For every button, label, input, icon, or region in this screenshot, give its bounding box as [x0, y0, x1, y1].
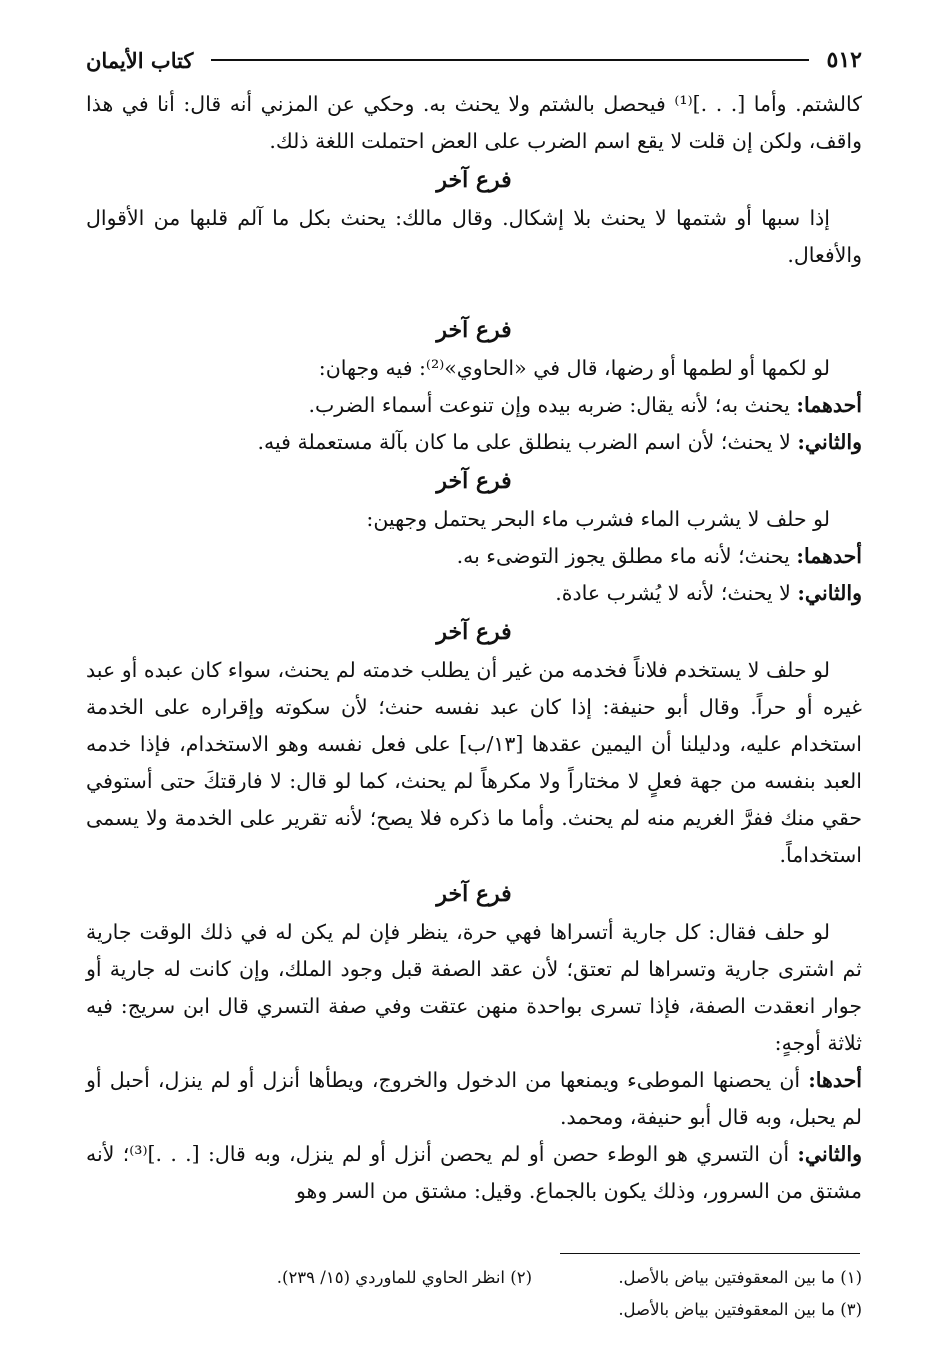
spacer [86, 274, 862, 310]
paragraph-2: إذا سبها أو شتمها لا يحنث بلا إشكال. وقال مالك: يحنث بكل ما آلم قلبها من الأقوال والأفعال. [86, 206, 862, 267]
paragraph-6: لو حلف فقال: كل جارية أتسراها فهي حرة، ينظر فإن لم يكن له في ذلك الوقت جارية ثم اشترى جارية وتسراها لم تعتق؛ لأن عقد الصفة قبل وجود الملك، وإن كانت له جارية أو جوار انعقدت الصفة، فإذا تسرى بواحدة منهن عتقت وفي صفة التسري قال ابن سريج: فيه ثلاثة أوجهٍ: [86, 920, 862, 1055]
footnote-row [86, 1294, 862, 1326]
text-first: يحنث؛ لأنه ماء مطلق يجوز التوضىء به. [456, 544, 797, 568]
text-first: أن يحصنها الموطىء ويمنعها من الدخول والخروج، ويطأها أنزل أو لم ينزل، أحبل أو لم يحبل، وبه قال أبو حنيفة، ومحمد. [86, 1068, 862, 1129]
paragraph-3: لو لكمها أو لطمها أو رضها، قال في «الحاوي»⁽²⁾: فيه وجهان: [318, 356, 830, 380]
label-second: والثاني: [797, 430, 862, 454]
paragraph-3b [86, 424, 862, 461]
paragraph-5: لو حلف لا يستخدم فلاناً فخدمه من غير أن يطلب خدمته لم يحنث، سواء كان عبده أو عبد غيره أو حراً. وقال أبو حنيفة: إذا كان عبد نفسه حنث؛ لأن سكوته وإقراره على الخدمة استخدام عليه، ودليلنا أن اليمين عقدها [١٣/ب] على فعل نفسه وهو الاستخدام، فإذا خدمه العبد بنفسه من جهة فعلٍ لا مختاراً ولا مكرهاً لم يحنث، كما لو قال: لا فارقتكَ حتى أستوفي حقي منك ففرَّ الغريم منه لم يحنث. وأما ما ذكره فلا يصح؛ لأنه تقرير على الخدمة ولا يسمى استخداماً. [86, 658, 862, 867]
paragraph-6a [86, 1062, 862, 1136]
paragraph-4: لو حلف لا يشرب الماء فشرب ماء البحر يحتمل وجهين: [366, 507, 830, 531]
section-heading-2: فرع آخر [436, 317, 512, 343]
section-heading-1: فرع آخر [436, 167, 512, 193]
text-second: لا يحنث؛ لأن اسم الضرب ينطلق على ما كان بآلة مستعملة فيه. [257, 430, 798, 454]
footnote-rule [560, 1253, 860, 1254]
section-heading-5: فرع آخر [436, 881, 512, 907]
label-first: أحدهما: [796, 393, 862, 417]
paragraph-4a [86, 538, 862, 575]
section-heading-4: فرع آخر [436, 619, 512, 645]
main-text [86, 86, 862, 1210]
text-second: لا يحنث؛ لأنه لا يُشرب عادة. [555, 581, 798, 605]
paragraph-4b [86, 575, 862, 612]
footnote-3: (٣) ما بين المعقوفتين بياض بالأصل. [618, 1300, 862, 1319]
footnotes [86, 1262, 862, 1326]
running-header [86, 40, 862, 80]
paragraph-1: كالشتم. وأما [. . .]⁽¹⁾ فيحصل بالشتم ولا يحنث به. وحكي عن المزني أنه قال: أنا في هذا واقف، ولكن إن قلت لا يقع اسم الضرب على العض احتملت اللغة ذلك. [86, 92, 862, 153]
header-rule [211, 59, 808, 61]
paragraph-3a [86, 387, 862, 424]
label-first: أحدهما: [796, 544, 862, 568]
label-second: والثاني: [797, 581, 862, 605]
footnote-2: (٢) انظر الحاوي للماوردي (١٥/ ٢٣٩). [276, 1268, 532, 1287]
footnote-row [86, 1262, 862, 1294]
book-title: كتاب الأيمان [86, 47, 194, 73]
text-first: يحنث به؛ لأنه يقال: ضربه بيده وإن تنوعت أسماء الضرب. [308, 393, 797, 417]
text-second: أن التسري هو الوطء حصن أو لم يحصن أنزل أو لم ينزل، وبه قال: [. . .]⁽³⁾؛ لأنه مشتق من السرور، وذلك يكون بالجماع. وقيل: مشتق من السر وهو [86, 1142, 862, 1203]
label-first: أحدها: [808, 1068, 862, 1092]
footnote-1: (١) ما بين المعقوفتين بياض بالأصل. [618, 1268, 862, 1287]
section-heading-3: فرع آخر [436, 468, 512, 494]
paragraph-6b [86, 1136, 862, 1210]
label-second: والثاني: [797, 1142, 862, 1166]
page-number: ٥١٢ [826, 47, 862, 73]
